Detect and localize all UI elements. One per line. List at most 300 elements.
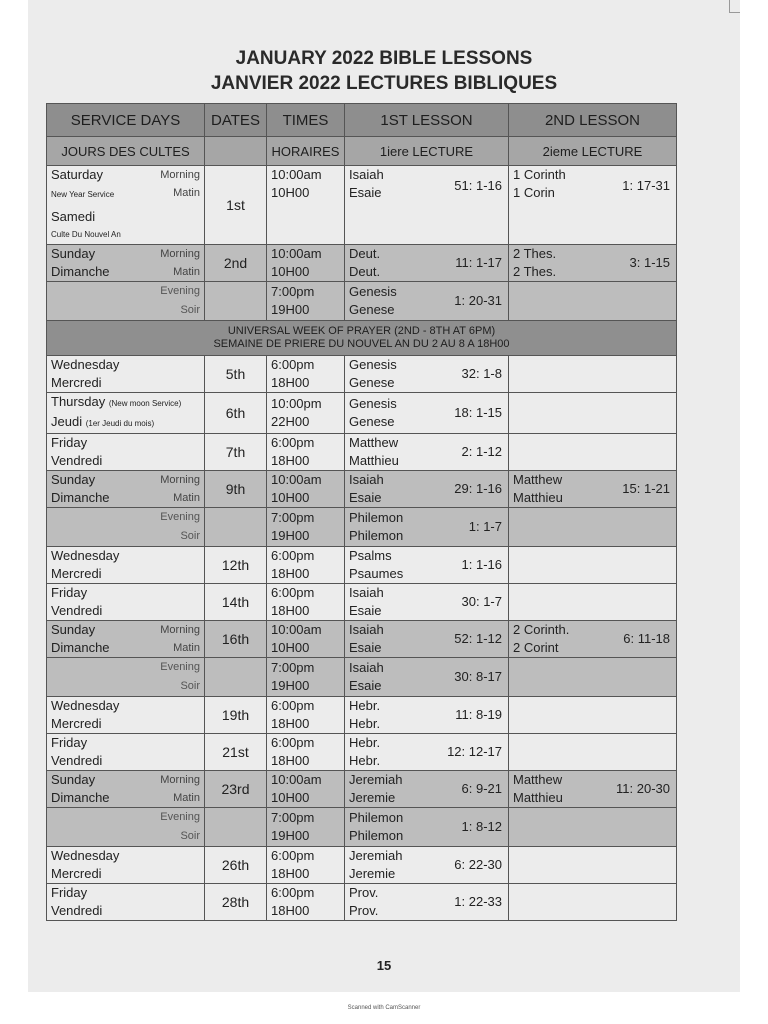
lesson1-book-fr: Psaumes [349, 566, 404, 581]
day-fr-line [51, 865, 200, 883]
time-en: 10:00am [271, 772, 322, 787]
day-cell [47, 356, 205, 393]
table-row [47, 884, 677, 921]
header-lesson2: 2ND LESSON [509, 104, 677, 137]
time-fr: 19H00 [271, 678, 310, 693]
lesson2-cell [509, 393, 677, 434]
lesson1-book: Hebr. [349, 698, 381, 713]
day-name-line [51, 245, 200, 263]
header-service-days: SERVICE DAYS [47, 104, 205, 137]
time-cell [267, 697, 345, 734]
day-name-line [51, 884, 200, 902]
header-service-days-fr: JOURS DES CULTES [47, 137, 205, 166]
day-name-fr: Vendredi [51, 603, 103, 618]
lesson2-cell [509, 434, 677, 471]
time-of-day: Morning [160, 624, 200, 636]
time-en: 6:00pm [271, 848, 315, 863]
evening-label: Evening [160, 285, 200, 297]
time-of-day-fr: Matin [173, 266, 200, 278]
lesson1-book: Genesis [349, 357, 397, 372]
lesson1-ref: 1: 1-16 [461, 557, 502, 572]
lesson2-book: 1 Corinth [513, 167, 566, 182]
lesson1-book: Isaiah [349, 660, 384, 675]
lesson1-cell [345, 393, 509, 434]
time-en: 6:00pm [271, 548, 315, 563]
time-fr: 10H00 [271, 490, 310, 505]
time-en: 10:00am [271, 167, 322, 182]
day-name: Friday [51, 885, 88, 900]
lesson2-cell [509, 471, 677, 508]
evening-label-fr: Soir [180, 680, 200, 692]
lesson2-cell [509, 356, 677, 393]
lesson1-ref: 12: 12-17 [447, 744, 502, 759]
time-cell [267, 508, 345, 547]
day-cell [47, 584, 205, 621]
day-name-fr: Mercredi [51, 866, 102, 881]
prayer-week-banner [47, 321, 677, 356]
lesson1-ref: 51: 1-16 [454, 178, 502, 193]
lesson2-book-fr: 2 Corint [513, 640, 559, 655]
time-cell [267, 282, 345, 321]
lesson1-book-fr: Esaie [349, 490, 382, 505]
lesson1-book-fr: Esaie [349, 185, 382, 200]
time-fr: 10H00 [271, 185, 310, 200]
title-english: JANUARY 2022 BIBLE LESSONS [235, 48, 533, 69]
table-row [47, 245, 677, 282]
time-fr: 18H00 [271, 453, 310, 468]
table-row [47, 734, 677, 771]
lesson2-cell [509, 166, 677, 245]
lesson1-ref: 18: 1-15 [454, 405, 502, 420]
lesson2-book: 2 Thes. [513, 246, 557, 261]
time-of-day-fr: Matin [173, 792, 200, 804]
header-lesson1-fr: 1iere LECTURE [345, 137, 509, 166]
day-name: Wednesday [51, 548, 120, 563]
lesson1-cell [345, 808, 509, 847]
lesson2-cell [509, 282, 677, 321]
date-cell: 7th [205, 434, 267, 471]
day-name: Wednesday [51, 848, 120, 863]
time-cell [267, 884, 345, 921]
lesson1-book: Hebr. [349, 735, 381, 750]
day-name-line [51, 471, 200, 489]
lesson2-cell [509, 771, 677, 808]
lesson1-book: Philemon [349, 510, 404, 525]
day-name: Friday [51, 435, 88, 450]
lesson1-cell [345, 245, 509, 282]
lesson1-cell [345, 282, 509, 321]
day-fr-line [51, 715, 200, 733]
lesson1-book-fr: Hebr. [349, 716, 381, 731]
time-fr: 22H00 [271, 414, 310, 429]
day-cell [47, 393, 205, 434]
lesson2-ref: 6: 11-18 [623, 631, 670, 646]
day-name-fr: Mercredi [51, 566, 102, 581]
lesson1-book: Isaiah [349, 622, 384, 637]
time-en: 6:00pm [271, 885, 315, 900]
lesson2-cell [509, 584, 677, 621]
page-edge-mark [729, 0, 740, 13]
lesson1-book: Isaiah [349, 472, 384, 487]
day-name-line [51, 847, 200, 865]
lesson1-book-fr: Genese [349, 414, 395, 429]
time-fr: 18H00 [271, 375, 310, 390]
lesson2-cell [509, 621, 677, 658]
lesson1-book-fr: Prov. [349, 903, 379, 918]
lesson1-ref: 30: 8-17 [454, 669, 502, 684]
date-cell: 14th [205, 584, 267, 621]
time-fr: 19H00 [271, 302, 310, 317]
lesson2-cell [509, 658, 677, 697]
header-lesson2-fr: 2ieme LECTURE [509, 137, 677, 166]
time-en: 6:00pm [271, 435, 315, 450]
day-name: Friday [51, 735, 88, 750]
lesson1-cell [345, 356, 509, 393]
time-en: 10:00am [271, 472, 322, 487]
table-row [47, 697, 677, 734]
day-name: Wednesday [51, 698, 120, 713]
lesson1-cell [345, 471, 509, 508]
time-en: 6:00pm [271, 698, 315, 713]
lesson1-book: Philemon [349, 810, 404, 825]
time-cell [267, 547, 345, 584]
lesson1-ref: 11: 8-19 [455, 707, 502, 722]
table-row [47, 658, 677, 697]
time-fr: 19H00 [271, 828, 310, 843]
time-cell [267, 393, 345, 434]
time-en: 7:00pm [271, 660, 315, 675]
lesson1-ref: 6: 9-21 [461, 781, 502, 796]
day-note: (New moon Service) [108, 399, 182, 408]
time-en: 7:00pm [271, 510, 315, 525]
lesson1-book: Genesis [349, 284, 397, 299]
lesson1-ref: 6: 22-30 [454, 857, 502, 872]
date-cell: 12th [205, 547, 267, 584]
time-en: 7:00pm [271, 810, 315, 825]
time-of-day-fr: Matin [173, 187, 200, 199]
time-fr: 10H00 [271, 264, 310, 279]
day-name: Wednesday [51, 357, 120, 372]
time-cell [267, 434, 345, 471]
day-fr-line [51, 565, 200, 583]
lesson1-cell [345, 508, 509, 547]
lesson2-cell [509, 547, 677, 584]
lesson1-book-fr: Jeremie [349, 790, 396, 805]
time-of-day-fr: Matin [173, 642, 200, 654]
lesson1-book-fr: Philemon [349, 528, 404, 543]
lesson2-cell [509, 847, 677, 884]
day-fr-line [51, 639, 200, 657]
header-dates: DATES [205, 104, 267, 137]
lesson1-ref: 52: 1-12 [454, 631, 502, 646]
lesson1-book-fr: Esaie [349, 640, 382, 655]
day-fr-line [51, 208, 200, 226]
lesson1-book-fr: Esaie [349, 603, 382, 618]
lessons-table [46, 103, 677, 921]
lesson2-book-fr: Matthieu [513, 490, 563, 505]
time-of-day: Morning [160, 774, 200, 786]
time-en: 10:00am [271, 622, 322, 637]
lesson2-ref: 11: 20-30 [616, 781, 670, 796]
table-row [47, 393, 677, 434]
time-cell [267, 245, 345, 282]
day-cell [47, 245, 205, 282]
date-cell [205, 508, 267, 547]
day-cell [47, 658, 205, 697]
table-row [47, 434, 677, 471]
date-cell: 16th [205, 621, 267, 658]
time-of-day: Morning [160, 169, 200, 181]
day-name: Saturday [51, 167, 104, 182]
day-cell [47, 547, 205, 584]
time-fr: 18H00 [271, 753, 310, 768]
lesson1-book-fr: Genese [349, 375, 395, 390]
lesson1-book-fr: Matthieu [349, 453, 399, 468]
lesson1-book-fr: Philemon [349, 828, 404, 843]
time-fr: 18H00 [271, 716, 310, 731]
day-name-line [51, 621, 200, 639]
evening-label: Evening [160, 661, 200, 673]
title-french: JANVIER 2022 LECTURES BIBLIQUES [210, 73, 558, 94]
day-cell [47, 697, 205, 734]
header-lesson1: 1ST LESSON [345, 104, 509, 137]
lesson1-cell [345, 884, 509, 921]
lesson1-cell [345, 658, 509, 697]
table-row [47, 166, 677, 245]
date-cell: 1st [205, 166, 267, 245]
day-cell [47, 621, 205, 658]
lesson1-book: Isaiah [349, 167, 384, 182]
table-row [47, 584, 677, 621]
lesson1-ref: 1: 22-33 [454, 894, 502, 909]
day-cell [47, 734, 205, 771]
day-cell [47, 434, 205, 471]
date-cell: 23rd [205, 771, 267, 808]
day-name: Friday [51, 585, 88, 600]
time-of-day: Morning [160, 474, 200, 486]
lesson1-book: Jeremiah [349, 848, 403, 863]
lesson1-ref: 1: 8-12 [461, 819, 502, 834]
lesson1-cell [345, 697, 509, 734]
lesson2-book-fr: 2 Thes. [513, 264, 557, 279]
day-name-line [51, 771, 200, 789]
time-en: 10:00am [271, 246, 322, 261]
lesson2-cell [509, 245, 677, 282]
table-row [47, 547, 677, 584]
lesson1-book-fr: Hebr. [349, 753, 381, 768]
day-fr-line [51, 752, 200, 770]
evening-label-fr: Soir [180, 304, 200, 316]
day-cell [47, 847, 205, 884]
lesson1-ref: 2: 1-12 [461, 444, 502, 459]
time-en: 6:00pm [271, 357, 315, 372]
lesson1-book-fr: Genese [349, 302, 395, 317]
day-name-line [51, 393, 200, 413]
day-name-line [51, 356, 200, 374]
time-fr: 18H00 [271, 566, 310, 581]
day-name-fr: Samedi [51, 209, 96, 224]
time-fr: 19H00 [271, 528, 310, 543]
table-row [47, 847, 677, 884]
header-times: TIMES [267, 104, 345, 137]
day-name: Sunday [51, 472, 96, 487]
banner-cell [47, 321, 677, 356]
day-name-fr: Dimanche [51, 490, 110, 505]
date-cell [205, 808, 267, 847]
date-cell: 9th [205, 471, 267, 508]
day-fr-line [51, 789, 200, 807]
lesson2-book-fr: Matthieu [513, 790, 563, 805]
lesson1-cell [345, 734, 509, 771]
date-cell: 19th [205, 697, 267, 734]
day-name-fr: Dimanche [51, 264, 110, 279]
lesson1-book-fr: Jeremie [349, 866, 396, 881]
evening-label-fr: Soir [180, 530, 200, 542]
day-name-line [51, 166, 200, 184]
table-row [47, 508, 677, 547]
time-cell [267, 734, 345, 771]
time-fr: 10H00 [271, 790, 310, 805]
day-name-fr: Dimanche [51, 640, 110, 655]
day-cell [47, 471, 205, 508]
lesson1-ref: 11: 1-17 [455, 255, 502, 270]
evening-label: Evening [160, 511, 200, 523]
day-name-fr: Vendredi [51, 753, 103, 768]
lesson2-cell [509, 697, 677, 734]
lesson1-book: Isaiah [349, 585, 384, 600]
time-cell [267, 166, 345, 245]
day-cell [47, 166, 205, 245]
evening-label-fr: Soir [180, 830, 200, 842]
day-name-line [51, 734, 200, 752]
scanner-note: Scanned with CamScanner [347, 1005, 421, 1011]
page-number: 15 [376, 958, 392, 973]
date-cell: 6th [205, 393, 267, 434]
day-name-fr: Jeudi [51, 414, 83, 429]
day-fr-line [51, 413, 200, 433]
day-fr-line [51, 263, 200, 281]
lesson1-ref: 32: 1-8 [461, 366, 502, 381]
date-cell [205, 282, 267, 321]
date-cell [205, 658, 267, 697]
header-times-fr: HORAIRES [267, 137, 345, 166]
lesson1-ref: 1: 1-7 [468, 519, 502, 534]
lesson2-ref: 3: 1-15 [629, 255, 670, 270]
day-fr-note: (1er Jeudi du mois) [85, 419, 155, 428]
lesson1-cell [345, 771, 509, 808]
day-name-line [51, 547, 200, 565]
lesson2-cell [509, 734, 677, 771]
lesson1-cell [345, 847, 509, 884]
header-row-en [47, 104, 677, 137]
lesson1-cell [345, 547, 509, 584]
time-cell [267, 621, 345, 658]
time-cell [267, 471, 345, 508]
lesson2-ref: 15: 1-21 [622, 481, 670, 496]
time-fr: 18H00 [271, 603, 310, 618]
day-cell [47, 282, 205, 321]
lesson1-book: Psalms [349, 548, 392, 563]
date-cell: 26th [205, 847, 267, 884]
time-fr: 18H00 [271, 903, 310, 918]
table-row [47, 621, 677, 658]
day-note-line: New Year Service [51, 190, 115, 199]
day-name: Sunday [51, 246, 96, 261]
lesson2-ref: 1: 17-31 [622, 178, 670, 193]
header-dates-fr [205, 137, 267, 166]
day-fr-line [51, 452, 200, 470]
time-cell [267, 658, 345, 697]
day-fr-note: Culte Du Nouvel An [51, 230, 121, 239]
day-name: Sunday [51, 622, 96, 637]
time-fr: 18H00 [271, 866, 310, 881]
day-cell [47, 508, 205, 547]
day-fr-line [51, 489, 200, 507]
time-fr: 10H00 [271, 640, 310, 655]
lesson2-book: Matthew [513, 472, 563, 487]
day-cell [47, 884, 205, 921]
day-name-fr: Mercredi [51, 716, 102, 731]
day-name-line [51, 434, 200, 452]
lesson1-book-fr: Deut. [349, 264, 381, 279]
header-row-fr [47, 137, 677, 166]
day-name-fr: Vendredi [51, 903, 103, 918]
lesson1-book: Genesis [349, 396, 397, 411]
date-cell: 2nd [205, 245, 267, 282]
table-row [47, 771, 677, 808]
time-cell [267, 847, 345, 884]
table-row [47, 356, 677, 393]
lesson1-book: Prov. [349, 885, 379, 900]
lesson1-ref: 1: 20-31 [454, 293, 502, 308]
day-name: Sunday [51, 772, 96, 787]
banner-line-2: SEMAINE DE PRIERE DU NOUVEL AN DU 2 AU 8 A 18H00 [213, 338, 510, 350]
time-cell [267, 356, 345, 393]
day-name-fr: Vendredi [51, 453, 103, 468]
time-of-day-fr: Matin [173, 492, 200, 504]
day-name: Thursday [51, 394, 106, 409]
day-name-fr: Mercredi [51, 375, 102, 390]
table-row [47, 282, 677, 321]
date-cell: 21st [205, 734, 267, 771]
day-name-line [51, 584, 200, 602]
lesson1-ref: 29: 1-16 [454, 481, 502, 496]
time-cell [267, 584, 345, 621]
day-fr-top [51, 184, 200, 204]
lesson1-book: Deut. [349, 246, 381, 261]
lesson2-book: Matthew [513, 772, 563, 787]
time-en: 7:00pm [271, 284, 315, 299]
lesson2-cell [509, 808, 677, 847]
day-name-line [51, 697, 200, 715]
lesson1-cell [345, 621, 509, 658]
time-en: 6:00pm [271, 585, 315, 600]
day-fr-line [51, 902, 200, 920]
banner-line-1: UNIVERSAL WEEK OF PRAYER (2ND - 8TH AT 6PM) [227, 325, 496, 337]
lesson1-book-fr: Esaie [349, 678, 382, 693]
day-fr-line [51, 602, 200, 620]
date-cell: 5th [205, 356, 267, 393]
lesson1-cell [345, 166, 509, 245]
lesson2-cell [509, 884, 677, 921]
lesson2-book: 2 Corinth. [513, 622, 570, 637]
day-cell [47, 771, 205, 808]
day-name-fr: Dimanche [51, 790, 110, 805]
lesson1-cell [345, 434, 509, 471]
time-en: 6:00pm [271, 735, 315, 750]
time-cell [267, 771, 345, 808]
lesson1-cell [345, 584, 509, 621]
